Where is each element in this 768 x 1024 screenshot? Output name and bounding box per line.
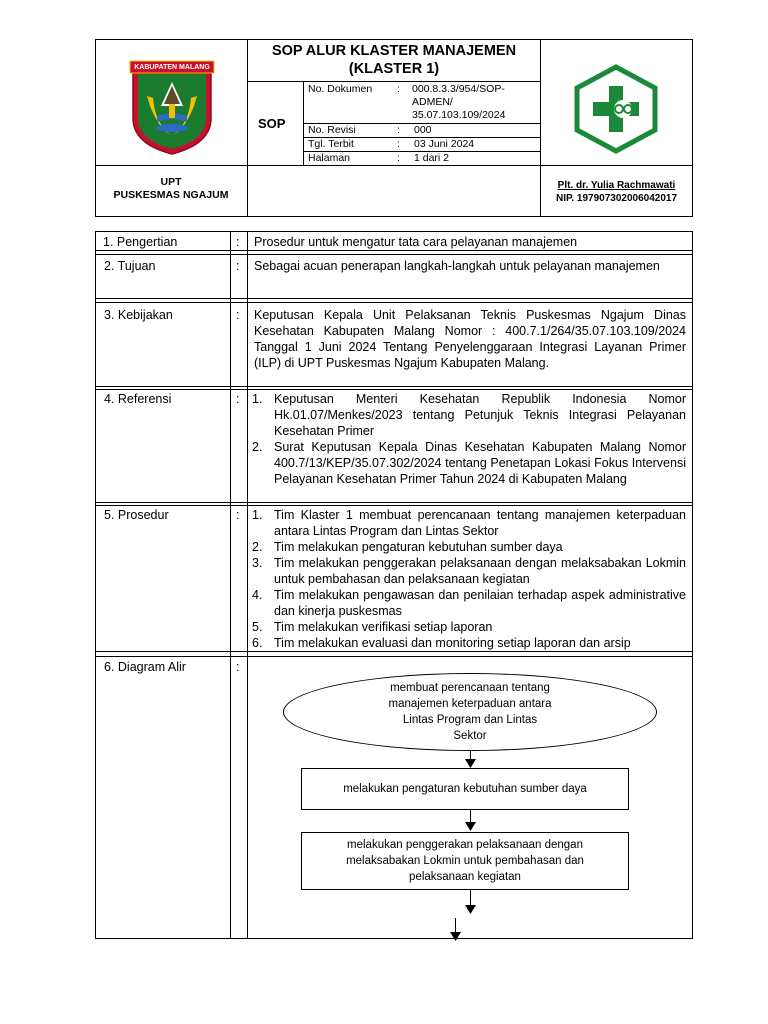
logo-caption: KABUPATEN MALANG (134, 64, 210, 71)
flow-arrow-2 (465, 822, 476, 831)
list-item: 2. Tim melakukan pengaturan kebutuhan sumber daya (252, 540, 563, 554)
meta-doc-colon: : (397, 83, 400, 95)
signer-nip: NIP. 197907302006042017 (555, 193, 678, 204)
section-label-kebijakan: 3. Kebijakan (104, 308, 173, 322)
row-sep-4a (95, 502, 693, 503)
org-name: UPT PUSKESMAS NGAJUM (113, 176, 229, 201)
section-label-diagram-alir: 6. Diagram Alir (104, 660, 186, 674)
kabupaten-malang-logo (125, 56, 219, 156)
list-item: 6. Tim melakukan evaluasi dan monitoring setiap laporan dan arsip (252, 636, 631, 650)
row-sep-2a (95, 298, 693, 299)
label-column-border (230, 231, 231, 939)
meta-page-label: Halaman (308, 152, 351, 164)
colon-column-border (247, 231, 248, 939)
meta-doc-label: No. Dokumen (308, 83, 373, 95)
row-sep-2b (95, 302, 693, 303)
header-divider-bottom (95, 165, 693, 166)
section-text-tujuan: Sebagai acuan penerapan langkah-langkah untuk pelayanan manajemen (254, 259, 660, 273)
section-text-pengertian: Prosedur untuk mengatur tata cara pelayanan manajemen (254, 235, 578, 249)
flow-step-2: melakukan pengaturan kebutuhan sumber daya (301, 768, 629, 810)
meta-date-value: 03 Juni 2024 (414, 138, 475, 150)
row-sep-5b (95, 656, 693, 657)
list-item: 5. Tim melakukan verifikasi setiap laporan (252, 620, 493, 634)
section-label-tujuan: 2. Tujuan (104, 259, 156, 273)
signer-block (541, 179, 692, 205)
section-text-kebijakan: Keputusan Kepala Unit Pelaksanan Teknis Puskesmas Ngajum Dinas Kesehatan Kabupaten Malang Nomor : 400.7.1/264/35.07.103.109/2024 Tanggal 1 Juni 2024 Tentang Penyelenggaraan Integrasi Layanan Primer (ILP) di UPT Puskesmas Ngajum Kabupaten Malang. (254, 308, 686, 370)
title-divider (247, 81, 540, 82)
row-sep-5a (95, 651, 693, 652)
meta-date-label: Tgl. Terbit (308, 138, 354, 150)
signer-name: Plt. dr. Yulia Rachmawati (557, 180, 676, 191)
row-sep-1a (95, 250, 693, 251)
list-item: 1. Tim Klaster 1 membuat perencanaan tentang manajemen keterpaduan antara Lintas Program dan Lintas Sektor (252, 508, 686, 538)
meta-rev-label: No. Revisi (308, 124, 356, 136)
row-sep-3a (95, 386, 693, 387)
sop-label: SOP (258, 116, 286, 131)
section-label-prosedur: 5. Prosedur (104, 508, 169, 522)
section-label-pengertian: 1. Pengertian (103, 235, 178, 249)
meta-page-value: 1 dari 2 (414, 152, 450, 164)
meta-date-colon: : (397, 138, 400, 150)
flow-arrow-3 (465, 905, 476, 914)
meta-doc-value: 000.8.3.3/954/SOP-ADMEN/ 35.07.103.109/2024 (412, 83, 506, 121)
section-colon: : (236, 508, 240, 522)
flow-arrow-4 (450, 932, 461, 941)
flow-arrow-1 (465, 759, 476, 768)
row-sep-1b (95, 254, 693, 255)
section-colon: : (236, 660, 240, 674)
row-sep-3b (95, 389, 693, 390)
list-item: 4. Tim melakukan pengawasan dan penilaian terhadap aspek administrative dan kinerja puskesmas (252, 588, 686, 618)
list-item: 3. Tim melakukan penggerakan pelaksanaan dengan melaksabakan Lokmin untuk pembahasan dan pelaksanaan kegiatan (252, 556, 686, 586)
section-colon: : (236, 235, 240, 249)
prosedur-list (252, 507, 686, 651)
referensi-list (252, 391, 686, 487)
section-colon: : (236, 259, 240, 273)
flow-step-start: membuat perencanaan tentang manajemen keterpaduan antara Lintas Program dan Lintas Sektor (283, 673, 657, 751)
page-title: SOP ALUR KLASTER MANAJEMEN (KLASTER 1) (271, 43, 517, 77)
meta-rev-colon: : (397, 124, 400, 136)
section-colon: : (236, 308, 240, 322)
flow-step-3: melakukan penggerakan pelaksanaan dengan melaksabakan Lokmin untuk pembahasan dan pelaksanaan kegiatan (301, 832, 629, 890)
row-sep-4b (95, 505, 693, 506)
list-item: 1. Keputusan Menteri Kesehatan Republik Indonesia Nomor Hk.01.07/Menkes/2023 tentang Petunjuk Teknis Integrasi Pelayanan Kesehatan Primer (252, 392, 686, 438)
meta-page-colon: : (397, 152, 400, 164)
section-colon: : (236, 392, 240, 406)
list-item: 2. Surat Keputusan Kepala Dinas Kesehatan Kabupaten Malang Nomor 400.7/13/KEP/35.07.302/2024 tentang Penetapan Lokasi Fokus Intervensi Pelayanan Kesehatan Primer Tahun 2024 di Kabupaten Malang (252, 440, 686, 486)
section-label-referensi: 4. Referensi (104, 392, 172, 406)
puskesmas-logo (571, 64, 661, 154)
meta-rev-value: 000 (414, 124, 432, 136)
